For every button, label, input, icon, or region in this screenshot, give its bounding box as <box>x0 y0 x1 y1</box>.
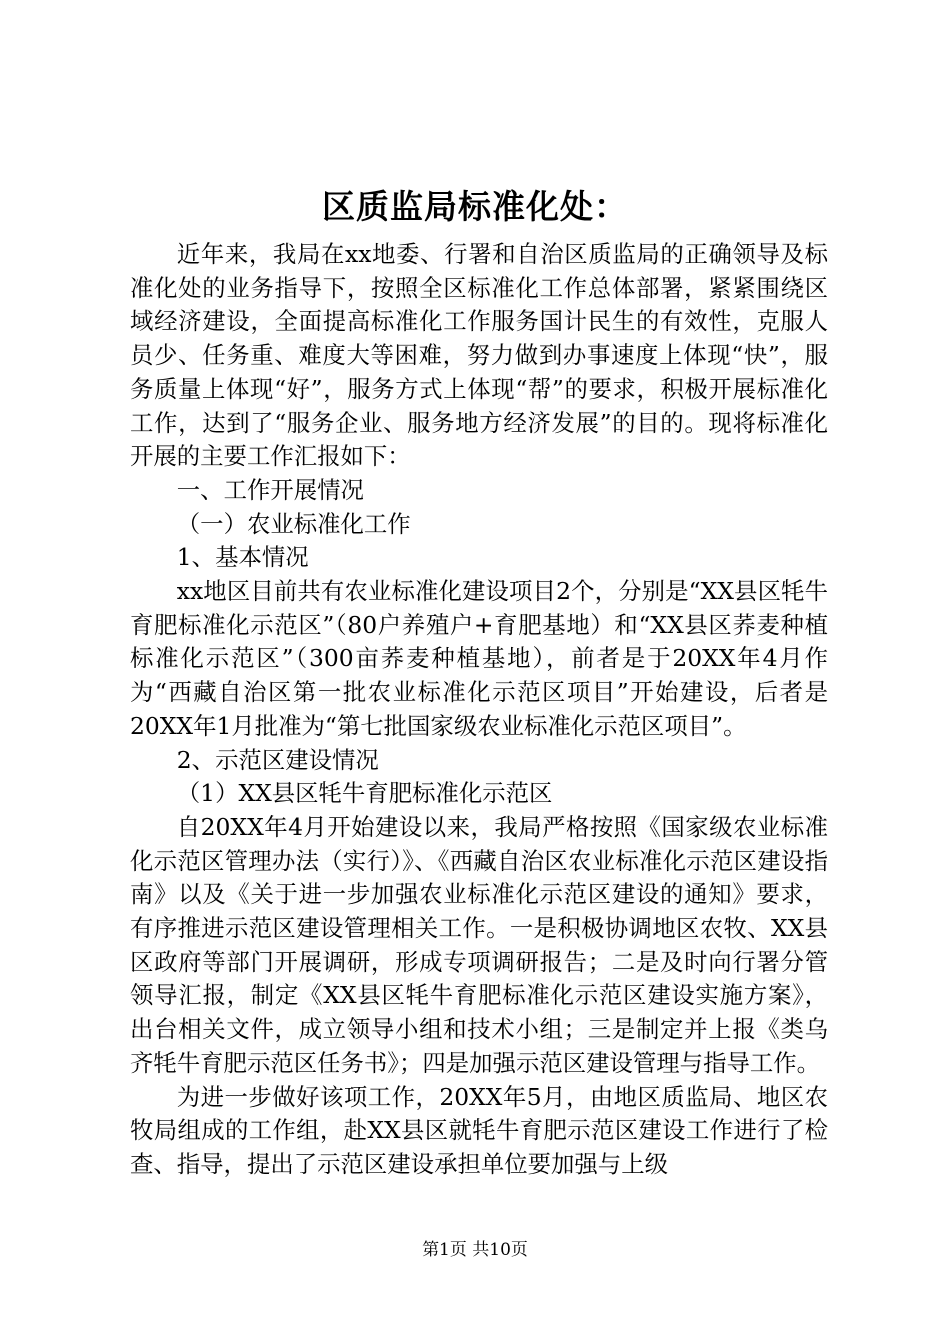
paragraph-yak-zone: 自20XX年4月开始建设以来，我局严格按照《国家级农业标准化示范区管理办法（实行）》、《西藏自治区农业标准化示范区建设指南》以及《关于进一步加强农业标准化示范区建设的通知》要求，有序推进示范区建设管理相关工作。一是积极协调地区农牧、XX县区政府等部门开展调研，形成专项调研报告；二是及时向行署分管领导汇报，制定《XX县区牦牛育肥标准化示范区建设实施方案》，出台相关文件，成立领导小组和技术小组；三是制定并上报《类乌齐牦牛育肥示范区任务书》；四是加强示范区建设管理与指导工作。 <box>130 812 828 1077</box>
heading-basic-info: 1、基本情况 <box>176 543 309 572</box>
heading-demo-zone: 2、示范区建设情况 <box>176 745 379 774</box>
page-number: 第1页 共10页 <box>422 1240 528 1260</box>
heading-yak-zone: （1）XX县区牦牛育肥标准化示范区 <box>176 779 553 808</box>
document-body <box>130 238 828 1182</box>
heading-section-1: 一、工作开展情况 <box>176 475 364 504</box>
paragraph-intro: 近年来，我局在xx地委、行署和自治区质监局的正确领导及标准化处的业务指导下，按照全区标准化工作总体部署，紧紧围绕区域经济建设，全面提高标准化工作服务国计民生的有效性，克服人员少、任务重、难度大等困难，努力做到办事速度上体现“快”，服务质量上体现“好”，服务方式上体现“帮”的要求，积极开展标准化工作，达到了“服务企业、服务地方经济发展”的目的。现将标准化开展的主要工作汇报如下： <box>130 240 828 471</box>
paragraph-inspection: 为进一步做好该项工作，20XX年5月，由地区质监局、地区农牧局组成的工作组，赴XX县区就牦牛育肥示范区建设工作进行了检查、指导，提出了示范区建设承担单位要加强与上级 <box>130 1082 828 1178</box>
heading-subsection-1: （一）农业标准化工作 <box>176 509 411 538</box>
paragraph-basic-info: xx地区目前共有农业标准化建设项目2个，分别是“XX县区牦牛育肥标准化示范区”（80户养殖户+育肥基地）和“XX县区荞麦种植标准化示范区”（300亩荞麦种植基地），前者是于20XX年4月作为“西藏自治区第一批农业标准化示范区项目”开始建设，后者是20XX年1月批准为“第七批国家级农业标准化示范区项目”。 <box>130 577 828 740</box>
document-title: 区质监局标准化处： <box>322 187 628 226</box>
